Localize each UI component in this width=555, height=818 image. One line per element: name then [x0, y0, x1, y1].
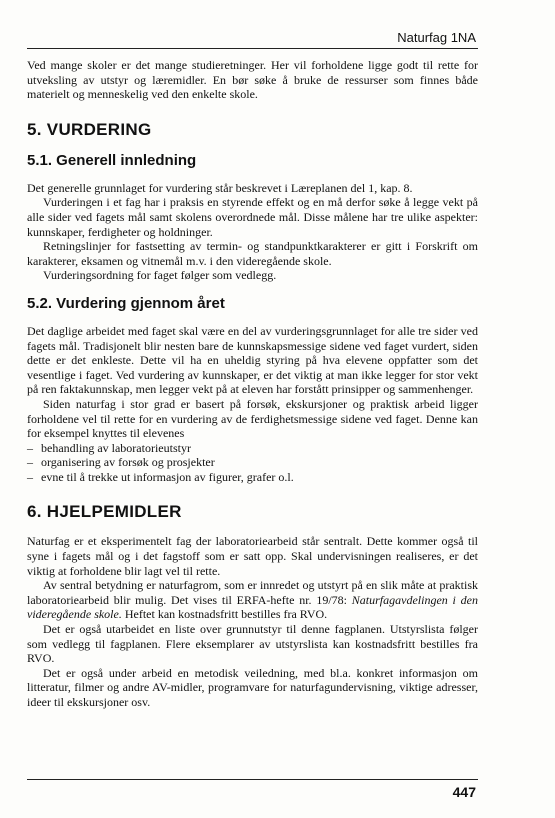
- list-item: – behandling av laboratorieutstyr: [27, 441, 478, 456]
- section-5-2-heading: 5.2. Vurdering gjennom året: [27, 294, 225, 312]
- intro-paragraph: Ved mange skoler er det mange studieretninger. Her vil forholdene ligge godt til rette for utveksling av utstyr og læremidler. En bør søke å bruke de ressurser som finnes både materielt og menneskelig ved den enkelte skole.: [27, 58, 478, 102]
- criteria-list: [27, 441, 478, 485]
- paragraph-with-reference: [27, 578, 478, 622]
- paragraph: Det er også utarbeidet en liste over grunnutstyr til denne fagplanen. Utstyrslista følger som vedlegg til fagplanen. Flere eksemplarer av utstyrslista kan kostnadsfritt bestilles fra RVO.: [27, 622, 478, 666]
- section-5-1-heading: 5.1. Generell innledning: [27, 151, 197, 169]
- paragraph: Siden naturfag i stor grad er basert på forsøk, ekskursjoner og praktisk arbeid ligger forholdene vel til rette for en vurdering av de ferdighetsmessige sidene ved faget. Denne kan for eksempel knyttes til elevenes: [27, 396, 478, 441]
- list-item: – organisering av forsøk og prosjekter: [27, 455, 478, 470]
- section-6-heading: 6. HJELPEMIDLER: [27, 502, 182, 522]
- page-number: 447: [452, 784, 476, 800]
- paragraph: Vurderingen i et fag har i praksis en styrende effekt og en må derfor søke å legge vekt på alle sider ved fagets mål samt skolens overordnede mål. Disse målene har tre ulike aspekter: kunnskaper, ferdigheter og holdninger.: [27, 195, 478, 239]
- page-body: [27, 58, 478, 710]
- running-header: Naturfag 1NA: [397, 30, 476, 45]
- header-rule: [27, 48, 478, 49]
- paragraph: Naturfag er et eksperimentelt fag der laboratoriearbeid står sentralt. Dette kommer også til syne i fagets mål og i det fagstoff som er satt opp. Skal undervisningen realiseres, er det viktig at forholdene blir lagt vel til rette.: [27, 534, 478, 578]
- paragraph-text: Heftet kan kostnadsfritt bestilles fra RVO.: [121, 607, 328, 622]
- paragraph: Retningslinjer for fastsetting av termin- og standpunktkarakterer er gitt i Forskrift om karakterer, eksamen og vitnemål m.v. i den videregående skole.: [27, 239, 478, 268]
- paragraph: Det daglige arbeidet med faget skal være en del av vurderingsgrunnlaget for alle tre sider ved fagets mål. Tradisjonelt blir nesten bare de kunnskapsmessige sidene ved faget vurdert, siden dette er det enkleste. Dette vil ha en uheldig styring på hva elevene oppfatter som det vesentlige i faget. Ved vurdering av kunnskaper, er det viktig at man ikke legger for stor vekt på ren faktakunnskap, men legger vekt på at eleven har forstått prinsipper og sammenhenger.: [27, 323, 478, 397]
- list-item: – evne til å trekke ut informasjon av figurer, grafer o.l.: [27, 470, 478, 485]
- publication-title: Naturfagavdelingen i den videregående skole.: [27, 592, 478, 622]
- paragraph: Det generelle grunnlaget for vurdering står beskrevet i Læreplanen del 1, kap. 8.: [27, 180, 413, 195]
- paragraph-text: Av sentral betydning er naturfagrom, som er innredet og utstyrt på en slik måte at praktisk laboratoriearbeid blir mulig. Det vises til ERFA-hefte nr. 19/78:: [27, 578, 478, 607]
- footer-rule: [27, 779, 478, 780]
- paragraph: Det er også under arbeid en metodisk veiledning, med bl.a. konkret informasjon om litteratur, filmer og andre AV-midler, programvare for naturfagundervisning, viktige adresser, ideer til ekskursjoner osv.: [27, 665, 478, 709]
- section-5-heading: 5. VURDERING: [27, 119, 152, 139]
- paragraph: Vurderingsordning for faget følger som vedlegg.: [43, 268, 277, 283]
